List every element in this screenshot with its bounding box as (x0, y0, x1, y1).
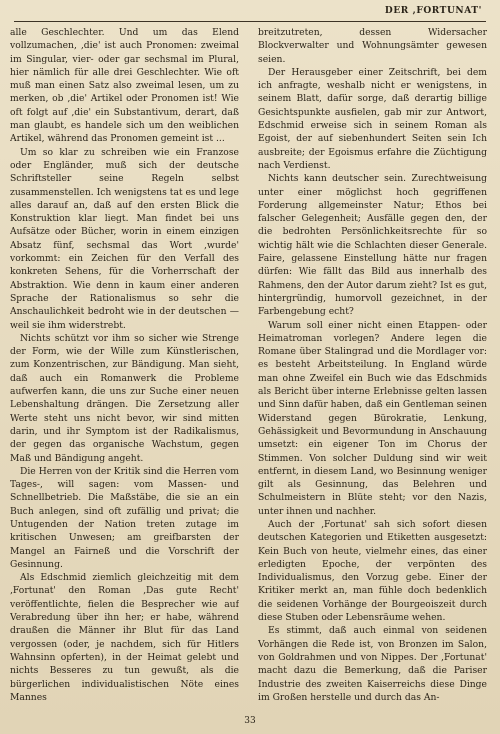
paragraph: alle Geschlechter. Und um das Elend vollzumachen, ‚die' ist auch Pronomen: zweimal im Singular, vier- oder gar sechsmal im Plural, hier nämlich für alle drei Geschlechter. Wie oft muß man einen Satz also zweimal lesen, um zu merken, ob ‚die' Artikel oder Pronomen ist! Wie oft folgt auf ‚die' ein Substantivum, derart, daß man glaubt, es handele sich um den weiblichen Artikel, während das Pronomen gemeint ist ... (10, 27, 239, 145)
left-column (10, 26, 239, 710)
paragraph: Nichts schützt vor ihm so sicher wie Strenge der Form, wie der Wille zum Künstlerischen, zum Konzentrischen, zur Bändigung. Man sieht, daß auch ein Romanwerk die Probleme aufwerfen kann, die uns zur Suche einer neuen Lebenshaltung drängen. Die Zersetzung aller Werte steht uns nicht bevor, wir sind mitten darin, und ihr Symptom ist der Radikalismus, der gegen das organische Wachstum, gegen Maß und Bändigung angeht. (10, 332, 239, 464)
running-header: DER ,FORTUNAT' (384, 6, 482, 16)
paragraph: Als Edschmid ziemlich gleichzeitig mit dem ‚Fortunat' den Roman ‚Das gute Recht' veröffentlichte, fielen die Besprecher wie auf Verabredung über ihn her; er habe, während draußen die Männer ihr Blut für das Land vergossen (oder, je nachdem, sich für Hitlers Wahnsinn opferten), in der Heimat gelebt und nichts Besseres zu tun gewußt, als die bürgerlichen individualistischen Nöte eines Mannes (10, 572, 239, 703)
paragraph: Auch der ‚Fortunat' sah sich sofort diesen deutschen Kategorien und Etiketten ausgesetzt: Kein Buch von heute, vielmehr eines, das einer erledigten Epoche, der verpönten des Individualismus, den Vorzug gebe. Einer der Kritiker merkt an, man fühle doch bedenklich die seidenen Vorhänge der Bourgeoiszeit durch diese Stuben oder Lebensräume wehen. (258, 518, 487, 624)
header-rule (14, 21, 486, 22)
paragraph: Der Herausgeber einer Zeitschrift, bei dem ich anfragte, weshalb nicht er wenigstens, in seinem Blatt, dafür sorge, daß derartig billige Gesichtspunkte ausfielen, gab mir zur Antwort, Edschmid erweise sich in seinem Roman als Egoist, der auf siebenhundert Seiten sein Ich ausbreite; der Egoismus erfahre die Züchtigung nach Verdienst. (258, 66, 487, 171)
paragraph: Nichts kann deutscher sein. Zurechtweisung unter einer möglichst hoch gegriffenen Forderung allgemeinster Natur; Ethos bei falscher Gelegenheit; Ausfälle gegen den, der die bedrohten Persönlichkeitsrechte für so wichtig hält wie die Schlachten dieser Generale. Faire, gelassene Einstellung hätte nur fragen dürfen: Wie fällt das Bild aus innerhalb des Rahmens, den der Autor darum zieht? Ist es gut, hintergründig, humorvoll gezeichnet, in der Farbengebung echt? (258, 173, 487, 318)
right-column (258, 26, 487, 710)
paragraph: Um so klar zu schreiben wie ein Franzose oder Engländer, muß sich der deutsche Schriftsteller seine Regeln selbst zusammenstellen. Ich wenigstens tat es und lege alles darauf an, daß auf den ersten Blick die Konstruktion klar liegt. Man findet bei uns Aufsätze oder Bücher, worin in einem einzigen Absatz fünf, sechsmal das Wort ‚wurde' vorkommt: ein Zeichen für den Verfall des konkreten Sehens, für die Vorherrschaft der Abstraktion. Wie denn in kaum einer anderen Sprache der Rationalismus so sehr die Anschaulichkeit bedroht wie in der deutschen — weil sie ihm widerstrebt. (10, 146, 239, 331)
paragraph: Die Herren von der Kritik sind die Herren vom Tages-, will sagen: vom Massen- und Schnellbetrieb. Die Maßstäbe, die sie an ein Buch anlegen, sind oft zufällig und privat; die Untugenden der Nation treten zutage im kritischen Unwesen; am greifbarsten der Mangel an Fairneß und die Vorschrift der Gesinnung. (10, 465, 239, 570)
paragraph: Warum soll einer nicht einen Etappen- oder Heimatroman vorlegen? Andere legen die Romane über Stalingrad und die Mordlager vor: es besteht Arbeitsteilung. In England würde man ohne Zweifel ein Buch wie das Edschmids als Bericht über interne Erlebnisse gelten lassen und Sinn dafür haben, daß ein Gentleman seinen Widerstand gegen Bürokratie, Lenkung, Gehässigkeit und Bevormundung in Anschauung umsetzt: ein eigener Ton im Chorus der Stimmen. Von solcher Duldung sind wir weit entfernt, in diesem Land, wo Besinnung weniger gilt als Gesinnung, das Belehren und Schulmeistern in Blüte steht; vor den Nazis, unter ihnen und nachher. (258, 319, 487, 517)
page-number: 33 (244, 716, 256, 726)
paragraph: Es stimmt, daß auch einmal von seidenen Vorhängen die Rede ist, von Bronzen im Salon, von Goldrahmen und von Nippes. Der ‚Fortunat' macht dazu die Bemerkung, daß die Pariser Industrie des zweiten Kaiserreichs diese Dinge im Großen herstelle und durch das An- (258, 625, 487, 703)
paragraph: breitzutreten, dessen Widersacher Blockverwalter und Wohnungsämter gewesen seien. (258, 27, 487, 65)
